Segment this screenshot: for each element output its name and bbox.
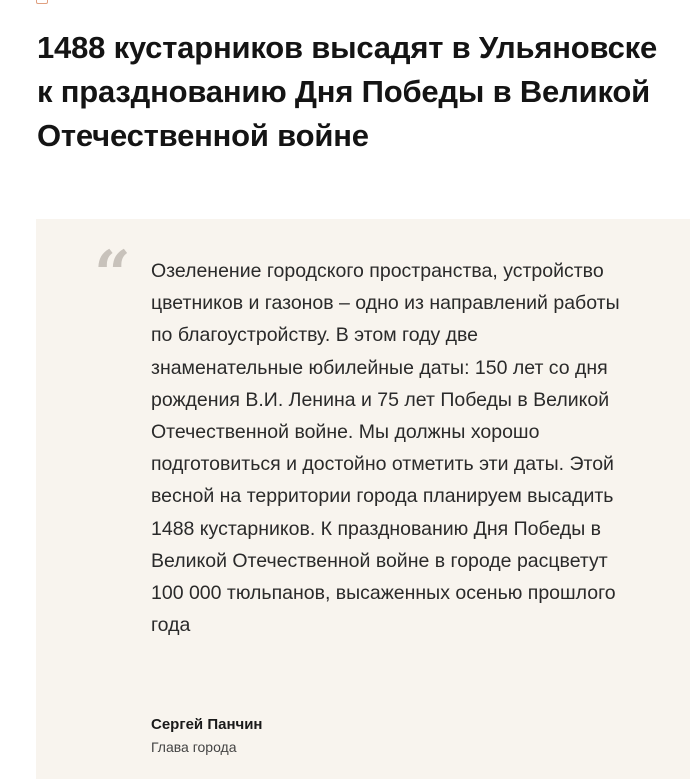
breadcrumb	[36, 0, 456, 4]
quote-author-name: Сергей Панчин	[151, 716, 263, 733]
quote-block	[36, 219, 690, 779]
quote-icon: “	[94, 237, 131, 312]
quote-text: Озеленение городского пространства, устройство цветников и газонов – одно из направлений работы по благоустройству. В этом году две знаменательные юбилейные даты: 150 лет со дня рождения В.И. Ленина и 75 лет Победы в Великой Отечественной войне. Мы должны хорошо подготовиться и достойно отметить эти даты. Этой весной на территории города планируем высадить 1488 кустарников. К празднованию Дня Победы в Великой Отечественной войне в городе расцветут 100 000 тюльпанов, высаженных осенью прошлого года	[151, 260, 620, 637]
breadcrumb-icon	[36, 0, 48, 4]
article-headline: 1488 кустарников высадят в Ульяновске к празднованию Дня Победы в Великой Отечественной войне	[37, 30, 657, 153]
quote-author-role: Глава города	[151, 739, 237, 755]
